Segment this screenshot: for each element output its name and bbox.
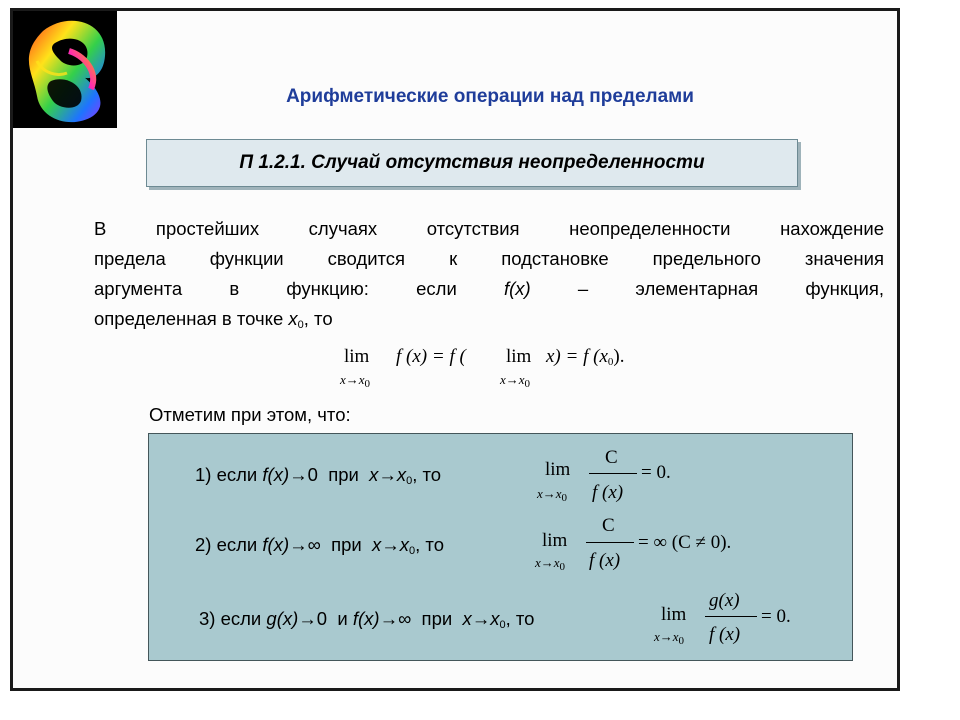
case-3-lim: lim bbox=[661, 604, 687, 625]
case-3-numerator: g(x) bbox=[709, 590, 740, 611]
case-1-denominator: f (x) bbox=[592, 482, 624, 503]
lim-subscript-inner: $x\to x_0$ bbox=[500, 372, 531, 390]
page-title: Арифметические операции над пределами bbox=[286, 86, 694, 107]
cases-panel bbox=[148, 433, 853, 661]
paragraph-text: – элементарная функция, bbox=[530, 278, 884, 299]
main-formula bbox=[340, 342, 700, 392]
formula-rhs: x) = f $(x_0)$. bbox=[546, 346, 625, 368]
intro-paragraph bbox=[94, 214, 884, 340]
case-1-result: = 0. bbox=[641, 462, 671, 483]
case-2-lim: lim bbox=[542, 530, 568, 551]
lim-label: lim bbox=[344, 346, 370, 367]
function-symbol: f(x) bbox=[504, 278, 531, 299]
case-2-result: = ∞ (C ≠ 0). bbox=[638, 532, 732, 553]
case-3-result: = 0. bbox=[761, 606, 791, 627]
paragraph-line: В простейших случаях отсутствия неопределенности нахождение bbox=[94, 218, 884, 239]
case-2-text: 2) если f(x)→∞ при $x\to x_0$, то bbox=[195, 534, 444, 557]
section-title: П 1.2.1. Случай отсутствия неопределенности bbox=[239, 152, 705, 173]
lim-subscript: $x\to x_0$ bbox=[340, 372, 371, 390]
case-1-fraction-bar bbox=[589, 473, 637, 474]
paragraph-line bbox=[94, 304, 884, 340]
lim-label-inner: lim bbox=[506, 346, 532, 367]
paragraph-text: , то bbox=[303, 308, 333, 329]
case-1-text: 1) если f(x)→0 при $x\to x_0$, то bbox=[195, 464, 442, 487]
section-header bbox=[146, 139, 798, 187]
case-2-lim-subscript: $x\to x_0$ bbox=[535, 555, 566, 573]
case-1-numerator: C bbox=[605, 447, 618, 468]
point-symbol: x bbox=[288, 308, 298, 329]
paragraph-text: аргумента в функцию: если bbox=[94, 278, 504, 299]
case-2-denominator: f (x) bbox=[589, 550, 621, 571]
paragraph-line: предела функции сводится к подстановке предельного значения bbox=[94, 248, 884, 269]
formula-lhs: f (x) = f ( bbox=[396, 346, 466, 367]
case-2-fraction-bar bbox=[586, 542, 634, 543]
case-3-fraction-bar bbox=[705, 616, 757, 617]
torus-logo-icon bbox=[13, 11, 117, 128]
subscript: 0 bbox=[297, 319, 304, 331]
case-3-text: 3) если g(x)→0 и f(x)→∞ при $x\to x_0$, то bbox=[199, 608, 535, 631]
paragraph-text: определенная в точке bbox=[94, 308, 289, 329]
note-text: Отметим при этом, что: bbox=[149, 404, 351, 425]
case-2-numerator: C bbox=[602, 515, 615, 536]
case-1-lim: lim bbox=[545, 459, 571, 480]
paragraph-line bbox=[94, 274, 884, 304]
case-3-denominator: f (x) bbox=[709, 624, 741, 645]
case-3-lim-subscript: $x\to x_0$ bbox=[654, 629, 685, 647]
case-1-lim-subscript: $x\to x_0$ bbox=[537, 486, 568, 504]
